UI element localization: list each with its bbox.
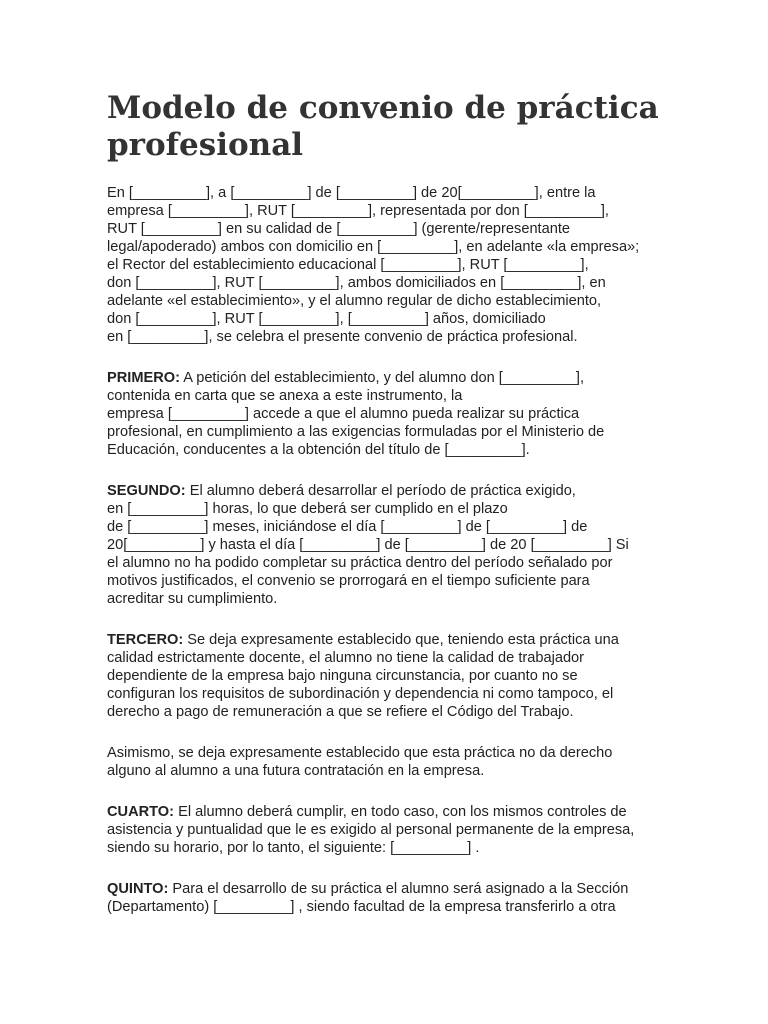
paragraph-quinto (107, 880, 667, 916)
text-line: RUT [_________] en su calidad de [_________] (gerente/representante (107, 221, 571, 237)
paragraph-cuarto (107, 803, 667, 857)
text-line: empresa [_________], RUT [_________], representada por don [_________], (107, 203, 609, 219)
text-line: (Departamento) [_________] , siendo facultad de la empresa transferirlo a otra (107, 899, 616, 915)
text-line (107, 880, 667, 898)
text-line (107, 482, 667, 500)
title-line: Modelo de convenio de práctica (107, 90, 659, 126)
text-line: el alumno no ha podido completar su práctica dentro del período señalado por (107, 555, 613, 571)
clause-label: CUARTO: (107, 804, 175, 820)
text-line: adelante «el establecimiento», y el alumno regular de dicho establecimiento, (107, 293, 602, 309)
paragraph-asimismo (107, 744, 667, 780)
text-line: en [_________], se celebra el presente convenio de práctica profesional. (107, 329, 578, 345)
text-line: contenida en carta que se anexa a este instrumento, la (107, 388, 463, 404)
document-body (107, 184, 667, 916)
paragraph-tercero (107, 631, 667, 721)
document-title (107, 90, 667, 164)
text-line: configuran los requisitos de subordinación y dependencia ni como tampoco, el (107, 686, 614, 702)
text-line: en [_________] horas, lo que deberá ser cumplido en el plazo (107, 501, 508, 517)
text-line: legal/apoderado) ambos con domicilio en [_________], en adelante «la empresa»; (107, 239, 640, 255)
clause-label: QUINTO: (107, 881, 169, 897)
text-line: acreditar su cumplimiento. (107, 591, 278, 607)
text-line: En [_________], a [_________] de [_________] de 20[_________], entre la (107, 185, 596, 201)
clause-label: PRIMERO: (107, 370, 180, 386)
text-line: de [_________] meses, iniciándose el día [_________] de [_________] de (107, 519, 588, 535)
text-line: don [_________], RUT [_________], ambos domiciliados en [_________], en (107, 275, 606, 291)
text-line: calidad estrictamente docente, el alumno no tiene la calidad de trabajador (107, 650, 585, 666)
text-line (107, 369, 667, 387)
text-line (107, 631, 667, 649)
text-line: alguno al alumno a una futura contratación en la empresa. (107, 763, 485, 779)
text-line: don [_________], RUT [_________], [_________] años, domiciliado (107, 311, 546, 327)
paragraph-segundo (107, 482, 667, 608)
text-line: derecho a pago de remuneración a que se refiere el Código del Trabajo. (107, 704, 574, 720)
text-line: 20[_________] y hasta el día [_________] de [_________] de 20 [_________] Si (107, 537, 629, 553)
text-line: siendo su horario, por lo tanto, el siguiente: [_________] . (107, 840, 480, 856)
title-line: profesional (107, 127, 304, 163)
paragraph-intro (107, 184, 667, 346)
text-segment: Para el desarrollo de su práctica el alumno será asignado a la Sección (168, 881, 629, 897)
text-line: profesional, en cumplimiento a las exigencias formuladas por el Ministerio de (107, 424, 605, 440)
document-page (107, 90, 667, 939)
text-line: el Rector del establecimiento educacional [_________], RUT [_________], (107, 257, 589, 273)
clause-label: TERCERO: (107, 632, 184, 648)
clause-label: SEGUNDO: (107, 483, 186, 499)
text-segment: El alumno deberá cumplir, en todo caso, con los mismos controles de (174, 804, 627, 820)
text-line: asistencia y puntualidad que le es exigido al personal permanente de la empresa, (107, 822, 635, 838)
text-line: dependiente de la empresa bajo ninguna circunstancia, por cuanto no se (107, 668, 578, 684)
text-segment: A petición del establecimiento, y del alumno don [_________], (179, 370, 585, 386)
paragraph-primero (107, 369, 667, 459)
text-line: Educación, conducentes a la obtención del título de [_________]. (107, 442, 530, 458)
text-line: Asimismo, se deja expresamente establecido que esta práctica no da derecho (107, 745, 613, 761)
text-line: empresa [_________] accede a que el alumno pueda realizar su práctica (107, 406, 580, 422)
text-segment: Se deja expresamente establecido que, teniendo esta práctica una (183, 632, 619, 648)
text-line: motivos justificados, el convenio se prorrogará en el tiempo suficiente para (107, 573, 590, 589)
text-segment: El alumno deberá desarrollar el período de práctica exigido, (185, 483, 576, 499)
text-line (107, 803, 667, 821)
